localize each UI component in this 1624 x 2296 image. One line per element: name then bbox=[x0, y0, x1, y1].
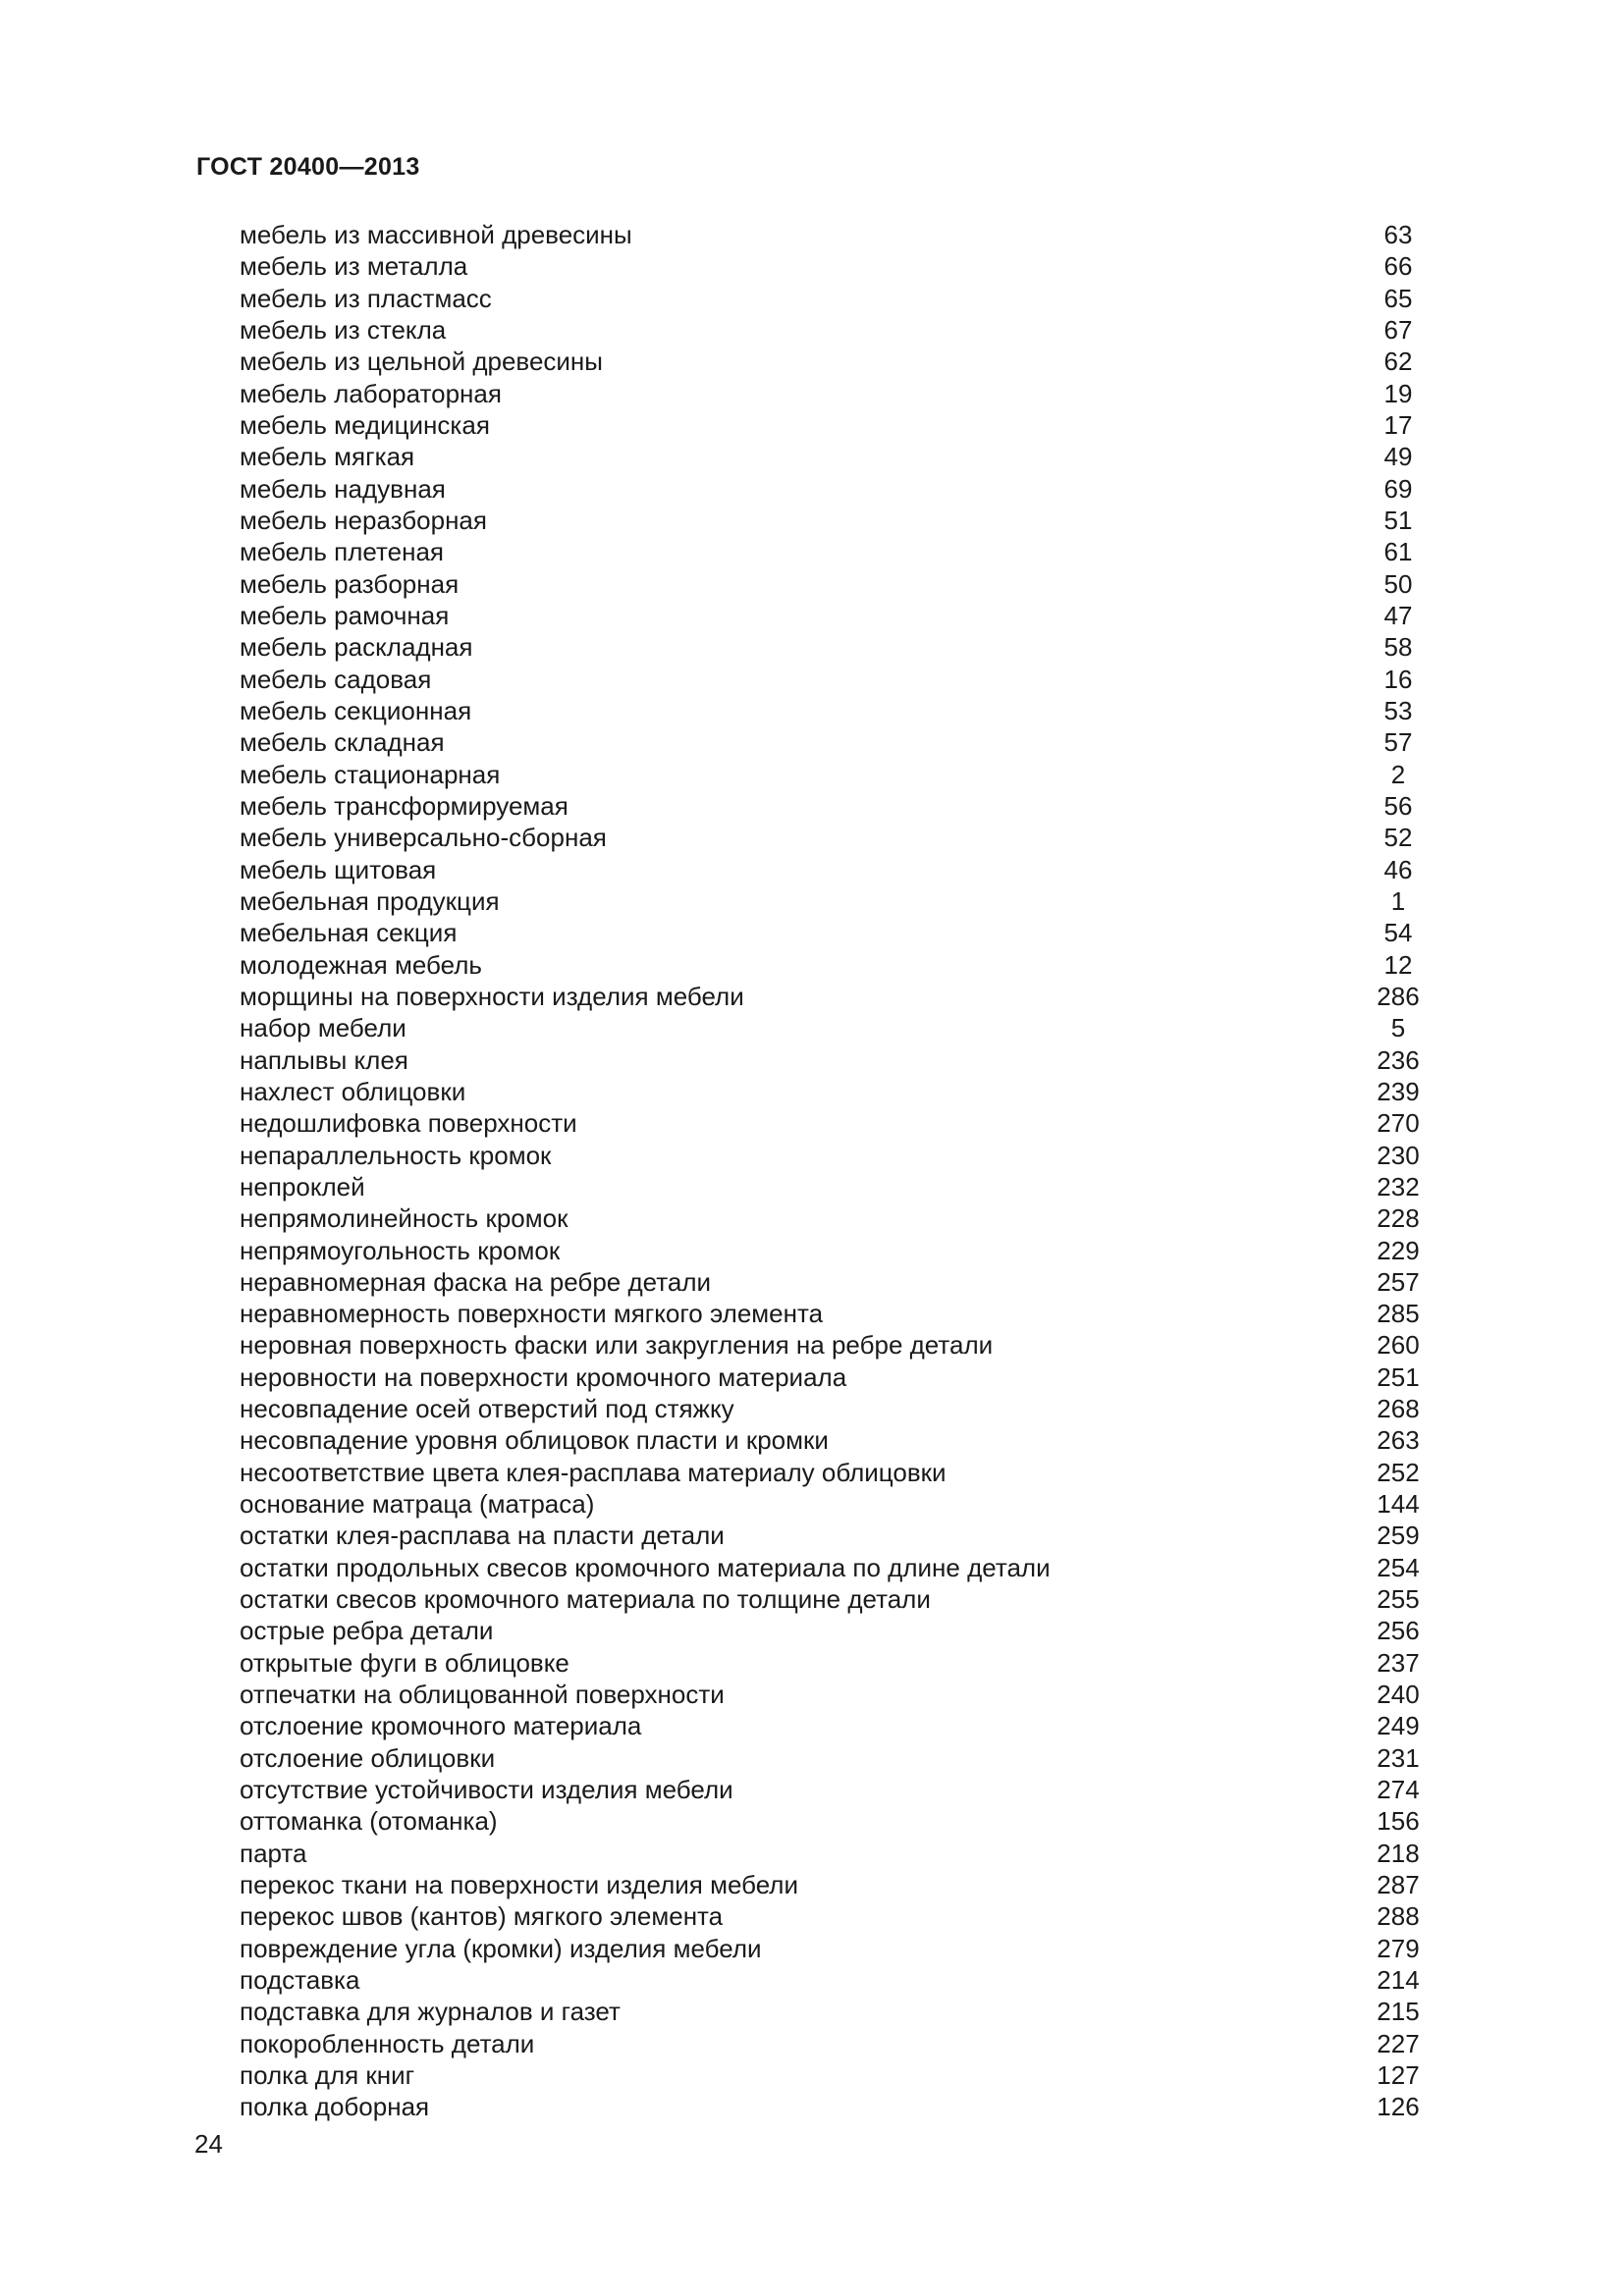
index-term-number: 69 bbox=[1383, 473, 1413, 504]
index-term: мебель разборная bbox=[240, 568, 460, 599]
index-term: отслоение облицовки bbox=[240, 1742, 496, 1773]
index-term-number: 230 bbox=[1377, 1140, 1420, 1170]
index-term: перекос ткани на поверхности изделия мебели bbox=[240, 1870, 799, 1900]
index-term-number: 229 bbox=[1377, 1235, 1420, 1265]
index-term: несовпадение осей отверстий под стяжку bbox=[240, 1394, 734, 1424]
index-term: мебель раскладная bbox=[240, 632, 473, 663]
index-entry bbox=[240, 917, 1437, 948]
index-term: мебель стационарная bbox=[240, 759, 501, 789]
index-term-number: 127 bbox=[1377, 2060, 1420, 2091]
index-term-number: 67 bbox=[1383, 314, 1413, 345]
index-term: покоробленность детали bbox=[240, 2028, 535, 2058]
index-term: набор мебели bbox=[240, 1013, 406, 1043]
index-entry bbox=[240, 790, 1437, 822]
index-term-number: 218 bbox=[1377, 1838, 1420, 1868]
index-entry bbox=[240, 346, 1437, 377]
index-term-number: 287 bbox=[1377, 1870, 1420, 1900]
index-entry bbox=[240, 1964, 1437, 1996]
index-term-number: 57 bbox=[1383, 727, 1413, 758]
index-term: мебельная продукция bbox=[240, 885, 500, 916]
index-entry bbox=[240, 1710, 1437, 1741]
index-entry bbox=[240, 473, 1437, 505]
index-term-number: 61 bbox=[1383, 537, 1413, 567]
index-term-number: 65 bbox=[1383, 283, 1413, 313]
index-entry bbox=[240, 1583, 1437, 1615]
index-entry bbox=[240, 1869, 1437, 1900]
index-term-number: 239 bbox=[1377, 1076, 1420, 1106]
index-entry bbox=[240, 1838, 1437, 1869]
index-term: мебель мягкая bbox=[240, 442, 415, 472]
index-entry bbox=[240, 981, 1437, 1012]
index-term: молодежная мебель bbox=[240, 949, 482, 980]
index-term: подставка для журналов и газет bbox=[240, 1997, 621, 2027]
index-term-number: 16 bbox=[1383, 664, 1413, 694]
index-term-number: 66 bbox=[1383, 251, 1413, 282]
index-term-number: 63 bbox=[1383, 220, 1413, 249]
index-term-number: 286 bbox=[1377, 981, 1420, 1011]
index-entry bbox=[240, 631, 1437, 663]
index-entry bbox=[240, 250, 1437, 282]
index-entry bbox=[240, 1393, 1437, 1424]
index-term-number: 279 bbox=[1377, 1933, 1420, 1963]
index-term-number: 50 bbox=[1383, 568, 1413, 599]
index-term-number: 58 bbox=[1383, 632, 1413, 663]
index-term-number: 214 bbox=[1377, 1965, 1420, 1996]
index-entry bbox=[240, 1996, 1437, 2027]
index-term: мебель неразборная bbox=[240, 505, 487, 535]
index-term: несоответствие цвета клея-расплава материалу облицовки bbox=[240, 1457, 947, 1487]
index-term: мебель из цельной древесины bbox=[240, 347, 603, 377]
index-term-number: 288 bbox=[1377, 1901, 1420, 1932]
index-entry bbox=[240, 2028, 1437, 2059]
index-term: мебель из пластмасс bbox=[240, 283, 492, 313]
index-term-number: 53 bbox=[1383, 695, 1413, 725]
index-entry bbox=[240, 1076, 1437, 1107]
index-term: остатки продольных свесов кромочного материала по длине детали bbox=[240, 1552, 1051, 1582]
index-term: недошлифовка поверхности bbox=[240, 1108, 577, 1139]
index-term: мебель из металла bbox=[240, 251, 468, 282]
index-term-number: 232 bbox=[1377, 1171, 1420, 1201]
index-entry bbox=[240, 314, 1437, 346]
index-entry bbox=[240, 1457, 1437, 1488]
index-entry bbox=[240, 409, 1437, 441]
index-term: мебель рамочная bbox=[240, 600, 450, 630]
index-term-number: 52 bbox=[1383, 823, 1413, 853]
index-entry bbox=[240, 1266, 1437, 1298]
index-entry bbox=[240, 536, 1437, 567]
index-entry bbox=[240, 1171, 1437, 1202]
index-term: остатки свесов кромочного материала по толщине детали bbox=[240, 1584, 931, 1615]
index-entry bbox=[240, 1424, 1437, 1456]
index-entry bbox=[240, 1140, 1437, 1171]
index-term: несовпадение уровня облицовок пласти и кромки bbox=[240, 1425, 829, 1456]
index-term: повреждение угла (кромки) изделия мебели bbox=[240, 1933, 762, 1963]
index-entry bbox=[240, 1805, 1437, 1837]
index-term-number: 19 bbox=[1383, 378, 1413, 408]
index-term: мебель секционная bbox=[240, 695, 472, 725]
index-term: остатки клея-расплава на пласти детали bbox=[240, 1521, 725, 1551]
index-entry bbox=[240, 568, 1437, 600]
index-term: мебель медицинская bbox=[240, 409, 490, 440]
index-term: полка доборная bbox=[240, 2092, 430, 2122]
index-term: мебель из массивной древесины bbox=[240, 220, 632, 249]
index-term-number: 274 bbox=[1377, 1775, 1420, 1805]
index-entry bbox=[240, 505, 1437, 536]
index-term-number: 62 bbox=[1383, 347, 1413, 377]
index-term-number: 56 bbox=[1383, 790, 1413, 821]
index-term-number: 249 bbox=[1377, 1711, 1420, 1741]
index-term: мебель плетеная bbox=[240, 537, 444, 567]
index-term: мебель надувная bbox=[240, 473, 446, 504]
index-entry bbox=[240, 219, 1437, 250]
index-term-number: 251 bbox=[1377, 1362, 1420, 1392]
index-entry bbox=[240, 1235, 1437, 1266]
index-entry bbox=[240, 1933, 1437, 1964]
index-term: основание матраца (матраса) bbox=[240, 1489, 595, 1520]
index-term: острые ребра детали bbox=[240, 1616, 494, 1646]
index-entry bbox=[240, 2091, 1437, 2122]
index-term: неровности на поверхности кромочного материала bbox=[240, 1362, 847, 1392]
index-term-number: 47 bbox=[1383, 600, 1413, 630]
index-term-number: 240 bbox=[1377, 1680, 1420, 1710]
index-term-number: 126 bbox=[1377, 2092, 1420, 2122]
index-entry bbox=[240, 441, 1437, 472]
index-term-number: 255 bbox=[1377, 1584, 1420, 1615]
index-term: неравномерность поверхности мягкого элемента bbox=[240, 1299, 824, 1329]
index-term: мебельная секция bbox=[240, 918, 458, 948]
index-entry bbox=[240, 1329, 1437, 1361]
index-entry bbox=[240, 949, 1437, 981]
document-header: ГОСТ 20400—2013 bbox=[196, 153, 420, 181]
index-term-number: 228 bbox=[1377, 1203, 1420, 1234]
index-term: морщины на поверхности изделия мебели bbox=[240, 981, 744, 1011]
index-term: наплывы клея bbox=[240, 1044, 408, 1075]
index-term-number: 46 bbox=[1383, 854, 1413, 884]
index-entry bbox=[240, 1774, 1437, 1805]
index-entry bbox=[240, 2059, 1437, 2091]
index-term-number: 49 bbox=[1383, 442, 1413, 472]
index-term: парта bbox=[240, 1838, 307, 1868]
index-term-number: 17 bbox=[1383, 409, 1413, 440]
index-term: непараллельность кромок bbox=[240, 1140, 552, 1170]
index-term-number: 156 bbox=[1377, 1806, 1420, 1837]
index-entry bbox=[240, 1012, 1437, 1043]
index-term-number: 285 bbox=[1377, 1299, 1420, 1329]
index-term-number: 257 bbox=[1377, 1266, 1420, 1297]
index-term-number: 260 bbox=[1377, 1330, 1420, 1361]
index-term-number: 259 bbox=[1377, 1521, 1420, 1551]
index-term: оттоманка (отоманка) bbox=[240, 1806, 498, 1837]
index-term-number: 215 bbox=[1377, 1997, 1420, 2027]
index-term: полка для книг bbox=[240, 2060, 415, 2091]
index-term-number: 5 bbox=[1390, 1013, 1406, 1043]
index-entry bbox=[240, 1298, 1437, 1329]
index-entry bbox=[240, 1647, 1437, 1679]
index-entry bbox=[240, 822, 1437, 853]
index-entry bbox=[240, 1520, 1437, 1551]
index-term: непрямолинейность кромок bbox=[240, 1203, 568, 1234]
index-term-number: 254 bbox=[1377, 1552, 1420, 1582]
index-entry bbox=[240, 378, 1437, 409]
index-term: отслоение кромочного материала bbox=[240, 1711, 642, 1741]
index-term-number: 252 bbox=[1377, 1457, 1420, 1487]
index-term-number: 236 bbox=[1377, 1044, 1420, 1075]
index-entry bbox=[240, 1615, 1437, 1646]
index-entry bbox=[240, 1742, 1437, 1774]
index-term-number: 263 bbox=[1377, 1425, 1420, 1456]
page-number: 24 bbox=[194, 2129, 223, 2159]
index-term: неравномерная фаска на ребре детали bbox=[240, 1266, 712, 1297]
index-entry bbox=[240, 664, 1437, 695]
index-entry bbox=[240, 695, 1437, 726]
index-term: перекос швов (кантов) мягкого элемента bbox=[240, 1901, 724, 1932]
index-term: непрямоугольность кромок bbox=[240, 1235, 561, 1265]
index-term-number: 144 bbox=[1377, 1489, 1420, 1520]
index-term-number: 51 bbox=[1383, 505, 1413, 535]
index-entry bbox=[240, 759, 1437, 790]
index-term-number: 237 bbox=[1377, 1647, 1420, 1678]
index-entry bbox=[240, 1552, 1437, 1583]
index-term-number: 231 bbox=[1377, 1742, 1420, 1773]
index-term-number: 256 bbox=[1377, 1616, 1420, 1646]
index-term: неровная поверхность фаски или закругления на ребре детали bbox=[240, 1330, 994, 1361]
index-entry bbox=[240, 1679, 1437, 1710]
index-list bbox=[240, 219, 1437, 2123]
index-term-number: 54 bbox=[1383, 918, 1413, 948]
index-term-number: 227 bbox=[1377, 2028, 1420, 2058]
index-entry bbox=[240, 885, 1437, 917]
index-term-number: 268 bbox=[1377, 1394, 1420, 1424]
index-term: мебель из стекла bbox=[240, 314, 447, 345]
index-term: мебель щитовая bbox=[240, 854, 437, 884]
index-entry bbox=[240, 1900, 1437, 1932]
index-entry bbox=[240, 1107, 1437, 1139]
index-term-number: 1 bbox=[1390, 885, 1406, 916]
index-term: мебель трансформируемая bbox=[240, 790, 568, 821]
index-entry bbox=[240, 1488, 1437, 1520]
index-term-number: 2 bbox=[1390, 759, 1406, 789]
index-entry bbox=[240, 283, 1437, 314]
index-term: мебель лабораторная bbox=[240, 378, 502, 408]
index-entry bbox=[240, 1362, 1437, 1393]
index-term: непроклей bbox=[240, 1171, 365, 1201]
index-term-number: 270 bbox=[1377, 1108, 1420, 1139]
index-term: отпечатки на облицованной поверхности bbox=[240, 1680, 725, 1710]
index-term: нахлест облицовки bbox=[240, 1076, 466, 1106]
index-term: мебель универсально-сборная bbox=[240, 823, 607, 853]
index-term: мебель садовая bbox=[240, 664, 432, 694]
index-entry bbox=[240, 726, 1437, 758]
index-term: отсутствие устойчивости изделия мебели bbox=[240, 1775, 733, 1805]
index-entry bbox=[240, 600, 1437, 631]
index-term: мебель складная bbox=[240, 727, 445, 758]
index-term: подставка bbox=[240, 1965, 360, 1996]
index-entry bbox=[240, 1044, 1437, 1076]
index-entry bbox=[240, 854, 1437, 885]
index-term: открытые фуги в облицовке bbox=[240, 1647, 569, 1678]
index-term-number: 12 bbox=[1383, 949, 1413, 980]
index-entry bbox=[240, 1202, 1437, 1234]
